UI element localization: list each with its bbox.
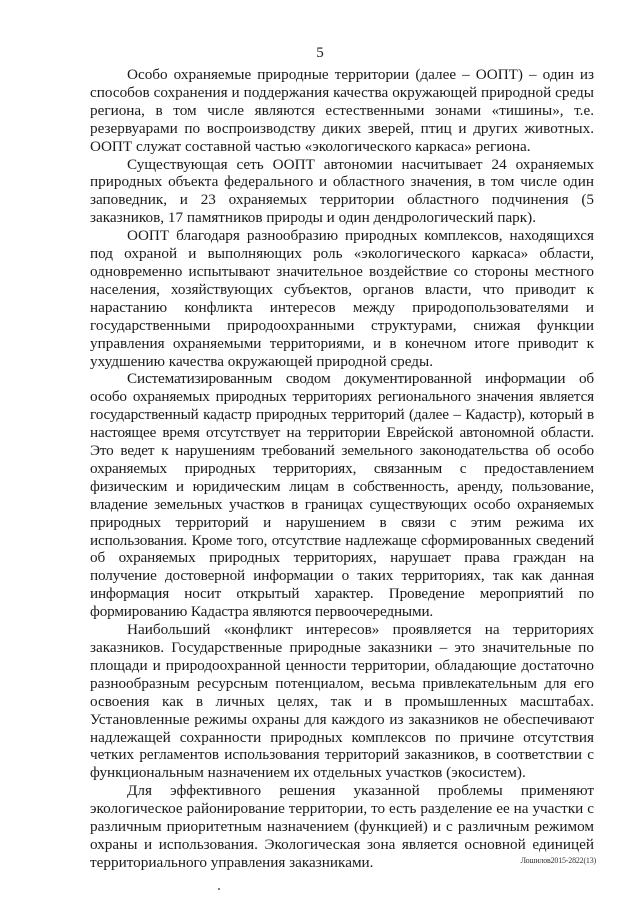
paragraph-ecological-zoning: Для эффективного решения указанной проблемы применяют экологическое районирование территории, то есть разделение ее на участки с различным приоритетным назначением (функцией) и с различным режимом охраны и использования. Экологическая зона является основной единицей территориального управления заказниками. [90,782,594,871]
paragraph-cadastre: Систематизированным сводом документированной информации об особо охраняемых природных территориях регионального значения является государственный кадастр природных территорий (далее – Кадастр), который в настоящее время отсутствует на территории Еврейской автономной области. Это ведет к нарушениям требований земельного законодательства об особо охраняемых природных территориях, связанным с предоставлением физическим и юридическим лицам в собственность, аренду, пользование, владение земельных участков в границах существующих особо охраняемых природных территорий и нарушением в связи с этим режима их использования. Кроме того, отсутствие надлежаще сформированных сведений об охраняемых природных территориях, нарушает права граждан на получение достоверной информации о таких территориях, так как данная информация носит открытый характер. Проведение мероприятий по формированию Кадастра являются первоочередными. [90,370,594,621]
page-number: 5 [316,45,324,61]
paragraph-oopt-network: Существующая сеть ООПТ автономии насчитывает 24 охраняемых природных объекта федерального и областного значения, в том числе один заповедник, и 23 охраняемых территории областного подчинения (5 заказников, 17 памятников природы и один дендрологический парк). [90,155,594,227]
footer-document-code: Лошилов2015-2822(13) [520,856,596,865]
scan-artifact-dot [218,888,220,890]
paragraph-oopt-pressure: ООПТ благодаря разнообразию природных комплексов, находящихся под охраной и выполняющих роль «экологического каркаса» области, одновременно испытывают значительное воздействие со стороны местного населения, хозяйствующих субъектов, органов власти, что приводит к нарастанию конфликта интересов между природопользователями и государственными природоохранными структурами, снижая функции управления охраняемыми территориями, и в конечном итоге приводит к ухудшению качества окружающей природной среды. [90,227,594,370]
body-text [90,66,594,872]
paragraph-oopt-definition: Особо охраняемые природные территории (далее – ООПТ) – один из способов сохранения и поддержания качества окружающей природной среды региона, в том числе являются естественными зонами «тишины», т.е. резервуарами по воспроизводству диких зверей, птиц и других животных. ООПТ служат составной частью «экологического каркаса» региона. [90,66,594,155]
paragraph-conflict-of-interests: Наибольший «конфликт интересов» проявляется на территориях заказников. Государственные природные заказники – это значительные по площади и природоохранной ценности территории, обладающие достаточно разнообразным ресурсным потенциалом, весьма привлекательным для его освоения как в личных целях, так и в промышленных масштабах. Установленные режимы охраны для каждого из заказников не обеспечивают надлежащей сохранности природных комплексов по причине отсутствия четких регламентов использования территорий заказников, в соответствии с функциональным назначением их отдельных участков (экосистем). [90,621,594,782]
